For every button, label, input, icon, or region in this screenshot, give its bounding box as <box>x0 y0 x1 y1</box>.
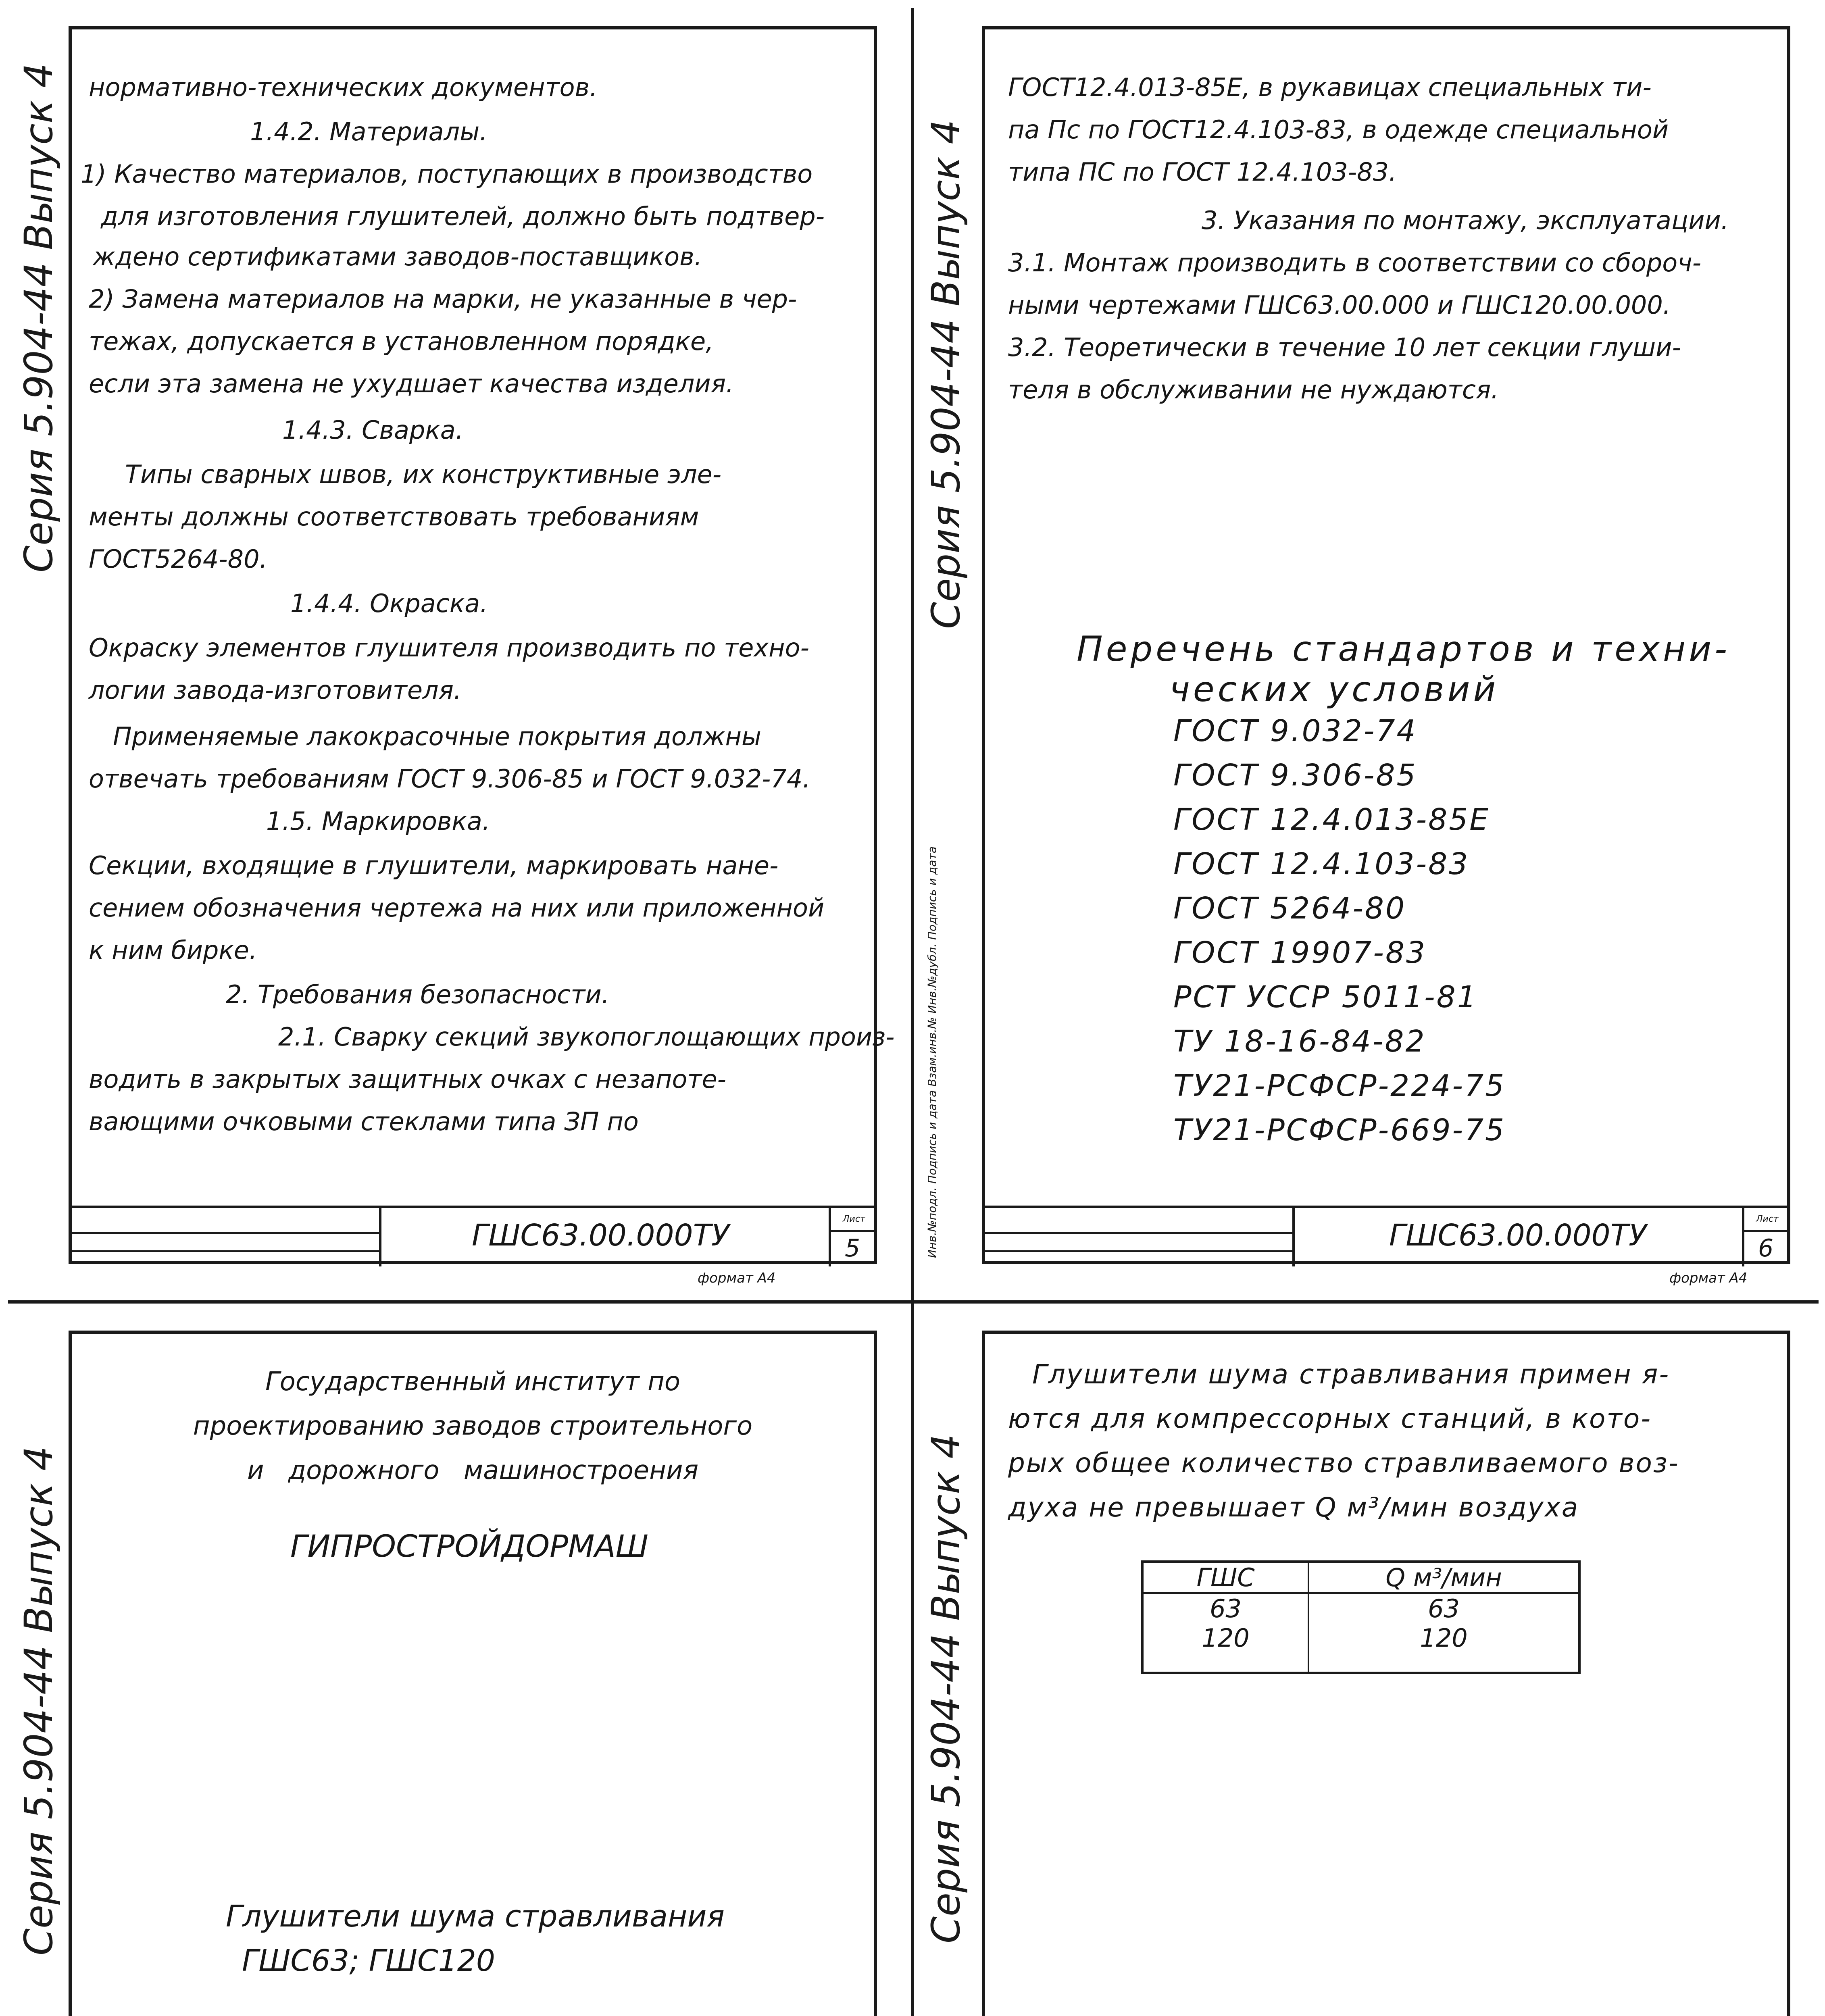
text-line: 1) Качество материалов, поступающих в производство <box>81 159 813 189</box>
section-heading: 1.5. Маркировка. <box>266 806 490 836</box>
text-line: сением обозначения чертежа на них или приложенной <box>89 893 825 923</box>
text-line: духа не превышает Q м³/мин воздуха <box>1008 1492 1579 1523</box>
section-heading: 2. Требования безопасности. <box>226 980 610 1009</box>
text-line: Глушители шума стравливания примен я- <box>1032 1359 1670 1390</box>
section-heading: 1.4.2. Материалы. <box>250 117 487 146</box>
text-line: менты должны соответствовать требованиям <box>89 502 699 531</box>
text-line: Применяемые лакокрасочные покрытия должны <box>113 722 761 751</box>
sheet-label: Лист <box>843 1214 865 1224</box>
text-line: ждено сертификатами заводов-поставщиков. <box>93 242 702 271</box>
horizontal-divider <box>8 1300 1819 1304</box>
text-line: 2) Замена материалов на марки, не указанные в чер- <box>89 284 797 314</box>
stamp-block-top-right <box>982 1206 1790 1266</box>
standards-list-title: ческих условий <box>1169 669 1499 710</box>
table-row <box>1142 1623 1579 1673</box>
text-line: ГОСТ12.4.013-85Е, в рукавицах специальных ти- <box>1008 73 1652 102</box>
text-line: Секции, входящие в глушители, маркировать нане- <box>89 851 779 880</box>
stamp-grid <box>379 1208 381 1266</box>
document-title: Глушители шума стравливания <box>226 1899 725 1934</box>
table-header: ГШС <box>1142 1562 1308 1593</box>
stamp-grid <box>69 1250 379 1252</box>
vertical-divider <box>911 8 914 2016</box>
text-line: рых общее количество стравливаемого воз- <box>1008 1447 1679 1479</box>
strip-text-top-right: Инв.№подл. Подпись и дата Взам.инв.№ Инв.№дубл. Подпись и дата <box>925 846 939 1258</box>
text-line: тежах, допускается в установленном порядке, <box>89 327 714 356</box>
section-heading: 3. Указания по монтажу, эксплуатации. <box>1202 206 1729 235</box>
text-line: водить в закрытых защитных очках с незапоте- <box>89 1064 727 1094</box>
text-line: типа ПС по ГОСТ 12.4.103-83. <box>1008 157 1397 187</box>
stamp-grid <box>1742 1230 1790 1232</box>
text-line: Окраску элементов глушителя производить по техно- <box>89 633 809 662</box>
text-line: нормативно-технических документов. <box>89 73 598 102</box>
stamp-grid <box>982 1250 1292 1252</box>
standard-item: ГОСТ 19907-83 <box>1173 935 1427 970</box>
table-row <box>1142 1593 1579 1623</box>
standard-item: ТУ21-РСФСР-669-75 <box>1173 1113 1506 1148</box>
table-header: Q м³/мин <box>1308 1562 1579 1593</box>
text-line: отвечать требованиям ГОСТ 9.306-85 и ГОСТ 9.032-74. <box>89 764 811 793</box>
text-line: вающими очковыми стеклами типа ЗП по <box>89 1107 639 1136</box>
standard-item: РСТ УССР 5011-81 <box>1173 980 1478 1014</box>
format-label-top-right: формат А4 <box>1669 1270 1748 1286</box>
standard-item: ТУ21-РСФСР-224-75 <box>1173 1068 1506 1103</box>
institute-line: Государственный институт по <box>265 1367 680 1397</box>
format-label-top-left: формат А4 <box>698 1270 776 1286</box>
side-label-bottom-left: Серия 5.904-44 Выпуск 4 <box>16 1446 61 1956</box>
table-cell: 120 <box>1142 1623 1308 1673</box>
stamp-grid <box>1292 1208 1295 1266</box>
stamp-code: ГШС63.00.000ТУ <box>472 1218 729 1253</box>
side-label-top-right: Серия 5.904-44 Выпуск 4 <box>923 119 969 629</box>
side-label-top-left: Серия 5.904-44 Выпуск 4 <box>16 63 61 573</box>
side-label-bottom-right: Серия 5.904-44 Выпуск 4 <box>923 1434 969 1943</box>
stamp-code: ГШС63.00.000ТУ <box>1389 1218 1647 1253</box>
text-line: 3.2. Теоретически в течение 10 лет секции глуши- <box>1008 333 1681 362</box>
institute-line: и дорожного машиностроения <box>247 1456 699 1485</box>
stamp-grid <box>1742 1208 1744 1266</box>
standard-item: ТУ 18-16-84-82 <box>1173 1024 1426 1059</box>
standard-item: ГОСТ 12.4.103-83 <box>1173 847 1470 881</box>
standard-item: ГОСТ 12.4.013-85Е <box>1173 802 1490 837</box>
text-line: к ним бирке. <box>89 935 257 965</box>
stamp-grid <box>982 1232 1292 1234</box>
sheet-number: 6 <box>1758 1234 1774 1262</box>
standard-item: ГОСТ 5264-80 <box>1173 891 1406 926</box>
sheet-label: Лист <box>1756 1214 1779 1224</box>
capacity-table <box>1141 1560 1581 1674</box>
text-line: ются для компрессорных станций, в кото- <box>1008 1403 1652 1434</box>
sheet-number: 5 <box>845 1234 860 1262</box>
standard-item: ГОСТ 9.306-85 <box>1173 758 1417 793</box>
section-heading: 1.4.4. Окраска. <box>290 589 488 618</box>
stamp-block-top-left <box>69 1206 877 1266</box>
table-cell: 63 <box>1142 1593 1308 1623</box>
stamp-grid <box>829 1230 877 1232</box>
standards-list-title: Перечень стандартов и техни- <box>1077 629 1731 669</box>
standard-item: ГОСТ 9.032-74 <box>1173 714 1417 748</box>
text-line: для изготовления глушителей, должно быть подтвер- <box>101 202 825 231</box>
text-line: логии завода-изготовителя. <box>89 675 462 705</box>
document-title: ГШС63; ГШС120 <box>242 1943 495 1978</box>
text-line: ГОСТ5264-80. <box>89 544 268 574</box>
text-line: 3.1. Монтаж производить в соответствии со сбороч- <box>1008 248 1702 277</box>
section-heading: 1.4.3. Сварка. <box>282 415 464 445</box>
stamp-grid <box>69 1232 379 1234</box>
text-line: 2.1. Сварку секций звукопоглощающих произ- <box>278 1022 895 1052</box>
table-cell: 63 <box>1308 1593 1579 1623</box>
text-line: ными чертежами ГШС63.00.000 и ГШС120.00.000. <box>1008 290 1671 320</box>
text-line: если эта замена не ухудшает качества изделия. <box>89 369 734 398</box>
text-line: Типы сварных швов, их конструктивные эле- <box>125 460 722 489</box>
table-header-row <box>1142 1562 1579 1593</box>
organization-name: ГИПРОСТРОЙДОРМАШ <box>290 1528 648 1564</box>
table-cell: 120 <box>1308 1623 1579 1673</box>
stamp-grid <box>829 1208 831 1266</box>
institute-line: проектированию заводов строительного <box>193 1411 753 1441</box>
text-line: теля в обслуживании не нуждаются. <box>1008 375 1499 404</box>
text-line: па Пс по ГОСТ12.4.103-83, в одежде специальной <box>1008 115 1669 144</box>
